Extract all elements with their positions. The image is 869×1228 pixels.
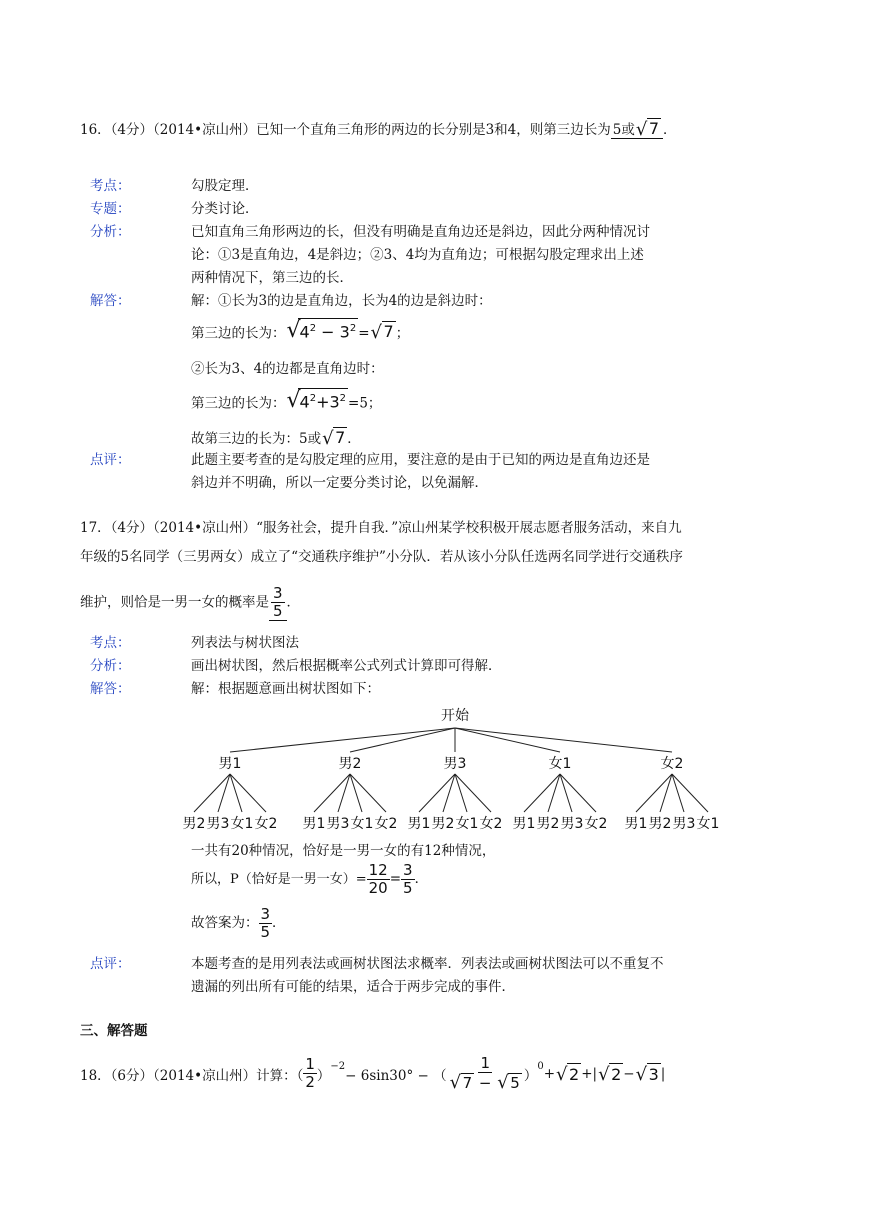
sqrt-4sq-plus-3sq: √ $4^2+3^2$ [286, 388, 347, 414]
tree-node: 女1 [548, 756, 572, 772]
tree-edge-leaf-2-0 [419, 774, 455, 812]
q17-jieda: 解：根据题意画出树状图如下： [191, 681, 380, 697]
tree-leaf: 女1 [455, 816, 479, 832]
q16-fenxi-3: 两种情况下，第三边的长． [191, 270, 353, 286]
tree-node: 男2 [338, 756, 362, 772]
q17-dianping-1: 本题考查的是用列表法或画树状图法求概率．列表法或画树状图法可以不重复不 [191, 956, 664, 972]
q16-label-kaodian: 考点： [90, 178, 131, 194]
tree-edge-root-4 [455, 728, 672, 752]
tree-leaf: 男3 [206, 816, 230, 832]
q16-jieda-2: ②长为3、4的边都是直角边时： [191, 361, 384, 377]
q16-final: 故第三边的长为：5或 √ 7 ． [191, 428, 361, 449]
q17-label-dianping: 点评： [90, 956, 131, 972]
q16-label-fenxi: 分析： [90, 224, 131, 240]
tree-edge-leaf-4-0 [636, 774, 672, 812]
q18-stem: 18．（6分）（2014•凉山州）计算：（ $\frac{1}{2}$ ） $^{-2}$ − 6sin30° − （ 1 √ 7 − √ 5 ） $^0$ + √ 2 +| √ 2 − √ 3 | [80, 1054, 666, 1093]
q17-stem-2: 年级的5名同学（三男两女）成立了“交通秩序维护”小分队．若从该小分队任选两名同学进行交通秩序 [80, 549, 683, 565]
q16-dianping-1: 此题主要考查的是勾股定理的应用，要注意的是由于已知的两边是直角边还是 [191, 452, 650, 468]
q17-probability: 所以，P（恰好是一男一女）= $\frac{12}{20}$ = $\frac{3}{5}$ ． [191, 861, 429, 897]
tree-leaf: 男2 [536, 816, 560, 832]
tree-edge-leaf-0-3 [230, 774, 266, 812]
tree-leaf: 女1 [350, 816, 374, 832]
tree-leaf: 女2 [479, 816, 503, 832]
tree-leaf: 男2 [431, 816, 455, 832]
tree-root: 开始 [441, 708, 469, 724]
q16-fenxi-1: 已知直角三角形两边的长，但没有明确是直角边还是斜边，因此分两种情况讨 [191, 224, 650, 240]
q16-zhuanti: 分类讨论． [191, 201, 259, 217]
tree-leaf: 男3 [672, 816, 696, 832]
q16-calc-2: 第三边的长为： √ $4^2+3^2 =5$； [191, 388, 382, 414]
tree-edge-leaf-1-0 [314, 774, 350, 812]
q17-label-jieda: 解答： [90, 681, 131, 697]
tree-edge-leaf-0-0 [194, 774, 230, 812]
q17-dianping-2: 遗漏的列出所有可能的结果，适合于两步完成的事件． [191, 979, 515, 995]
tree-nodes [183, 756, 720, 832]
q17-fenxi: 画出树状图，然后根据概率公式列式计算即可得解． [191, 658, 502, 674]
tree-edge-root-0 [230, 728, 455, 752]
tree-leaf: 男1 [407, 816, 431, 832]
tree-edge-root-1 [350, 728, 455, 752]
tree-leaf: 女1 [696, 816, 720, 832]
tree-edge-leaf-2-3 [455, 774, 491, 812]
q16-kaodian: 勾股定理． [191, 178, 259, 194]
q17-stem-3: 维护，则恰是一男一女的概率是 $\frac{3}{5}$ ． [80, 584, 301, 620]
tree-edge-leaf-3-3 [560, 774, 596, 812]
q16-label-dianping: 点评： [90, 452, 131, 468]
q17-label-fenxi: 分析： [90, 658, 131, 674]
tree-diagram [150, 700, 750, 840]
tree-node: 男3 [443, 756, 467, 772]
q17-label-kaodian: 考点： [90, 635, 131, 651]
tree-node: 男1 [218, 756, 242, 772]
tree-leaf: 女2 [374, 816, 398, 832]
q16-jieda-1: 解：①长为3的边是直角边，长为4的边是斜边时： [191, 293, 492, 309]
tree-leaf: 男1 [302, 816, 326, 832]
q17-answer: $\frac{3}{5}$ [269, 585, 287, 621]
tree-edge-leaf-1-3 [350, 774, 386, 812]
sqrt-4sq-minus-3sq: √ $4^2 - 3^2$ [286, 318, 357, 344]
tree-leaf: 男2 [648, 816, 672, 832]
tree-leaf: 女2 [254, 816, 278, 832]
tree-leaf: 女2 [584, 816, 608, 832]
tree-leaf: 男3 [326, 816, 350, 832]
tree-edge-leaf-3-0 [524, 774, 560, 812]
tree-leaf: 男3 [560, 816, 584, 832]
q18-fraction-2: 1 √ 7 − √ 5 [449, 1054, 520, 1093]
q16-stem: 16．（4分）（2014•凉山州）已知一个直角三角形的两边的长分别是3和4，则第三边长为 5或 √ 7 ． [80, 119, 677, 140]
q16-fenxi-2: 论：①3是直角边，4是斜边；②3、4均为直角边；可根据勾股定理求出上述 [191, 247, 644, 263]
tree-node: 女2 [660, 756, 684, 772]
sqrt-7: √ 7 [635, 119, 660, 140]
q16-answer: 5或 √ 7 [611, 122, 663, 139]
tree-edge-root-3 [455, 728, 560, 752]
q16-dianping-2: 斜边并不明确，所以一定要分类讨论，以免漏解． [191, 475, 488, 491]
tree-leaf: 女1 [230, 816, 254, 832]
section-title: 三、解答题 [80, 1023, 148, 1039]
q17-stem-1: 17．（4分）（2014•凉山州）“服务社会，提升自我．”凉山州某学校积极开展志愿者服务活动，来自九 [80, 520, 682, 536]
tree-leaf: 男1 [624, 816, 648, 832]
tree-leaf: 男1 [512, 816, 536, 832]
q17-count-line: 一共有20种情况，恰好是一男一女的有12种情况， [191, 843, 496, 859]
tree-leaf: 男2 [182, 816, 206, 832]
q16-label-jieda: 解答： [90, 293, 131, 309]
q16-calc-1: 第三边的长为： √ $4^2 - 3^2$ = √ 7 ； [191, 318, 410, 344]
q17-kaodian: 列表法与树状图法 [191, 635, 299, 651]
q17-answer-line: 故答案为： $\frac{3}{5}$ ． [191, 905, 286, 941]
tree-edge-leaf-4-3 [672, 774, 708, 812]
q16-label-zhuanti: 专题： [90, 201, 131, 217]
